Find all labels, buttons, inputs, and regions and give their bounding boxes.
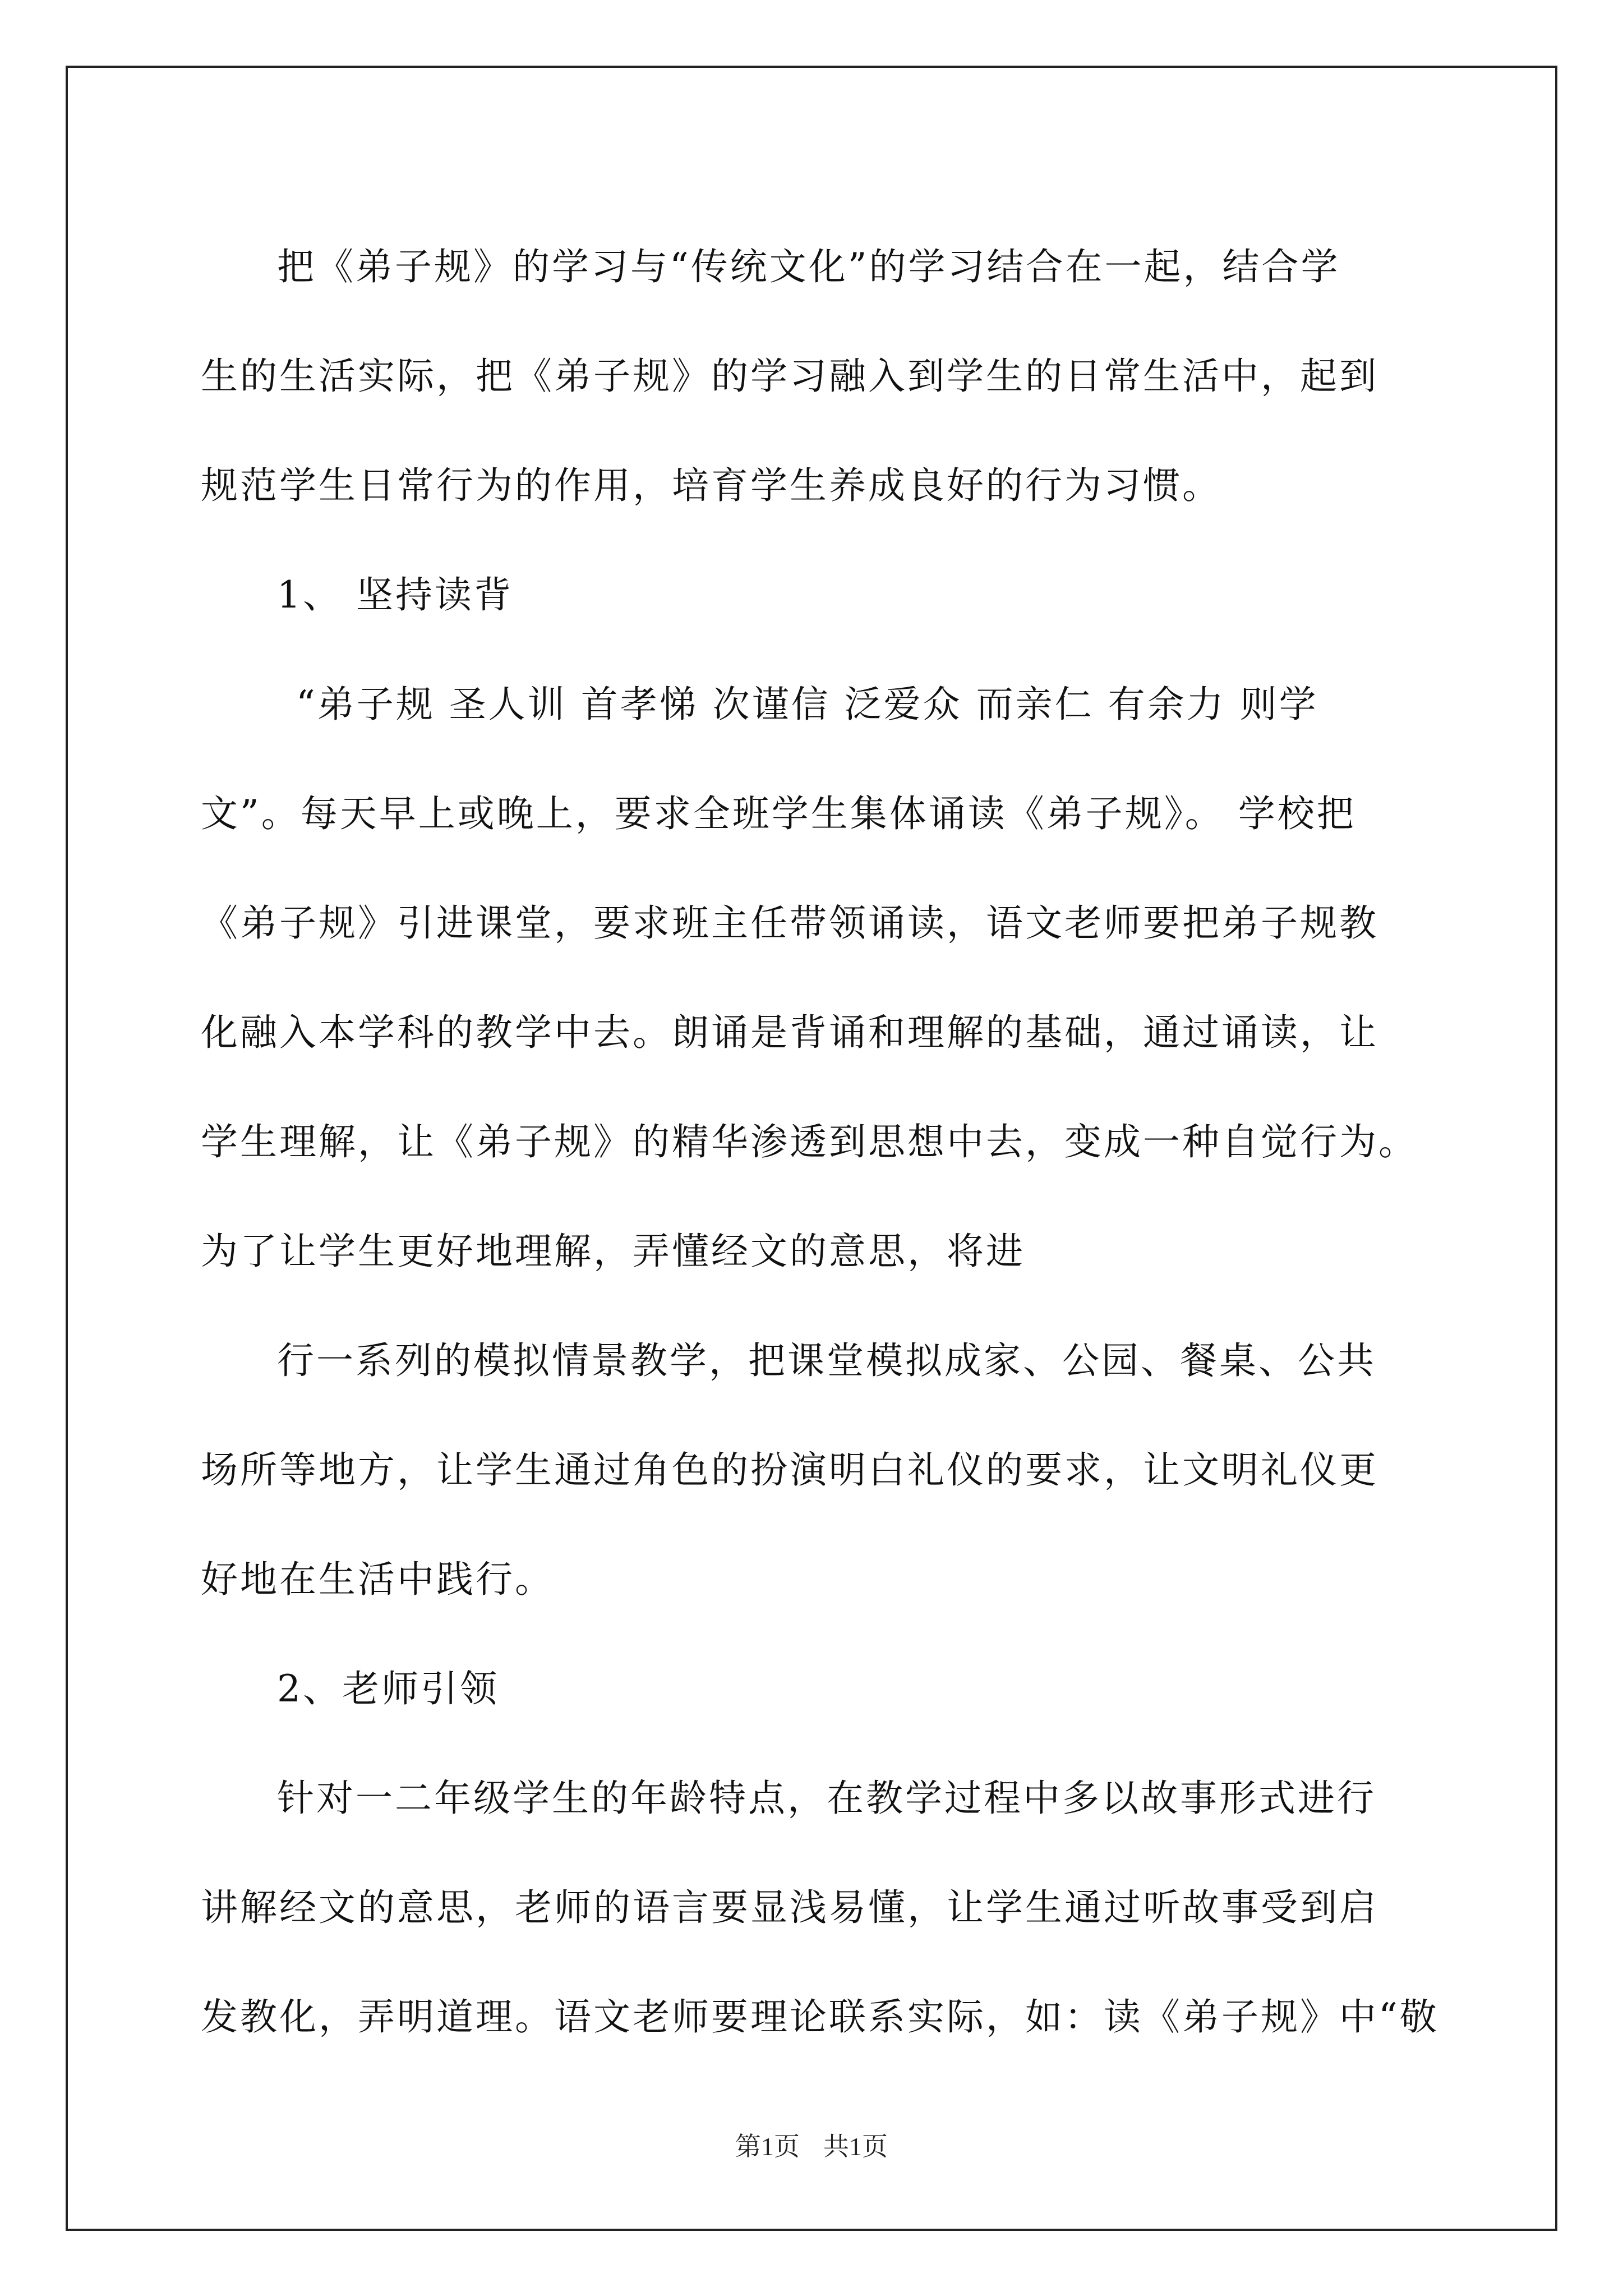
- page-number: 第1页: [735, 2132, 800, 2161]
- paragraph-line: 把《弟子规》的学习与“传统文化”的学习结合在一起，结合学: [277, 245, 1340, 288]
- paragraph-line: 为了让学生更好地理解，弄懂经文的意思，将进: [201, 1230, 1025, 1273]
- section-heading: 1、 坚持读背: [277, 573, 513, 616]
- paragraph-line: 文”。每天早上或晚上，要求全班学生集体诵读《弟子规》。 学校把: [201, 792, 1356, 835]
- paragraph-line: 化融入本学科的教学中去。朗诵是背诵和理解的基础，通过诵读，让: [201, 1011, 1378, 1054]
- paragraph-line: 规范学生日常行为的作用，培育学生养成良好的行为习惯。: [201, 464, 1221, 507]
- paragraph-line: 行一系列的模拟情景教学，把课堂模拟成家、公园、餐桌、公共: [277, 1339, 1376, 1382]
- paragraph-line: “弟子规 圣人训 首孝悌 次谨信 泛爱众 而亲仁 有余力 则学: [296, 683, 1318, 726]
- section-heading: 2、老师引领: [277, 1667, 499, 1710]
- paragraph-line: 针对一二年级学生的年龄特点，在教学过程中多以故事形式进行: [277, 1777, 1376, 1820]
- paragraph-line: 《弟子规》引进课堂，要求班主任带领诵读，语文老师要把弟子规教: [201, 901, 1378, 945]
- paragraph-line: 发教化，弄明道理。语文老师要理论联系实际，如：读《弟子规》中“敬: [201, 1995, 1439, 2039]
- paragraph-line: 讲解经文的意思，老师的语言要显浅易懂，让学生通过听故事受到启: [201, 1886, 1378, 1929]
- paragraph-line: 好地在生活中践行。: [201, 1558, 554, 1601]
- page-total: 共1页: [823, 2132, 888, 2161]
- paragraph-line: 场所等地方，让学生通过角色的扮演明白礼仪的要求，让文明礼仪更: [201, 1448, 1378, 1492]
- paragraph-line: 生的生活实际，把《弟子规》的学习融入到学生的日常生活中，起到: [201, 355, 1378, 398]
- document-body: [201, 212, 1479, 2072]
- page-footer: [0, 2126, 1623, 2163]
- paragraph-line: 学生理解，让《弟子规》的精华渗透到思想中去，变成一种自觉行为。: [201, 1120, 1418, 1163]
